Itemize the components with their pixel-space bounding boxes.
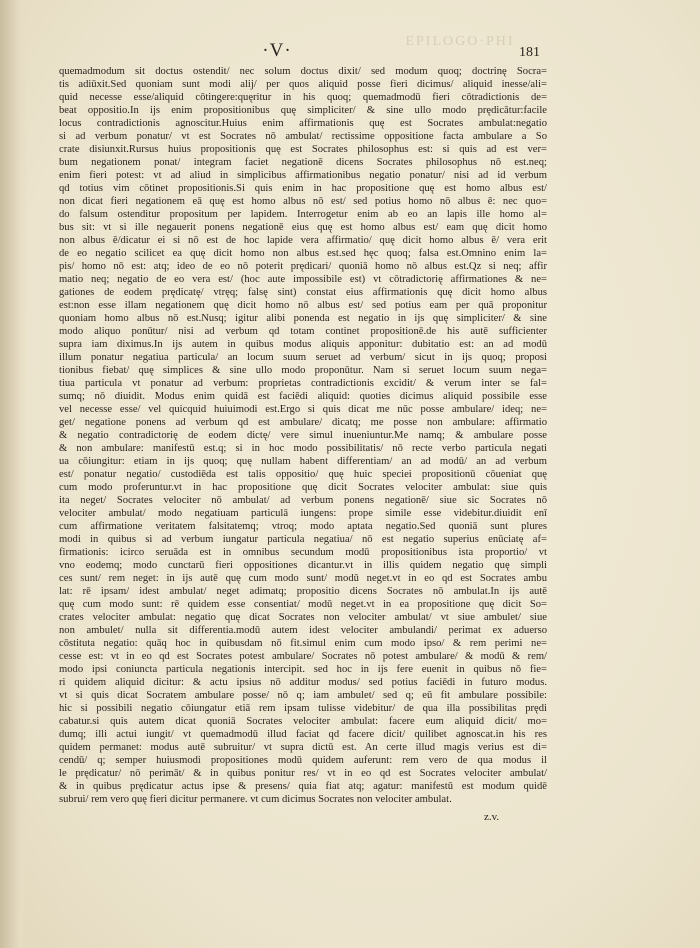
- text-line: ua cōiungitur: etiam in ijs quoq; quę nullam habent differentiam/ an ad modū/ an ad verbum: [59, 456, 547, 467]
- text-line: de eo negatio scilicet ea quę dicit homo non albus est.sed hęc quoq; falsa est.Omnino enim la=: [59, 248, 547, 259]
- text-line: tis adiūxit.Sed quoniam sunt modi alij/ per quos aliquid posse fieri dicimus/ aliquid inesse/ali=: [59, 79, 547, 90]
- text-line: lat: rē ipsam/ idest ambulat/ neget adimatq; propositio dicens Socrates nō ambulat.In ijs autē: [59, 586, 547, 597]
- text-line: tionibus fiebat/ quę simplices & sine ullo modo proponūtur. Nam si seruet locum suum nega=: [59, 365, 547, 376]
- text-line: cum modo proferuntur.vt in hac propositione quę dicit Socrates velociter ambulat: siue quis: [59, 482, 547, 493]
- text-line: beat oppositio.In ijs enim propositionibus quę simpliciter/ & sine ullo modo prędicātur:facile: [59, 105, 547, 116]
- text-line: matio neq; negatio de eo vera est/ (hoc aute impossibile est) vt cōtradictorię affirmationes & ne=: [59, 274, 547, 285]
- text-line: quę cum modo sunt: rē quidem esse consentiat/ modū neget.vt in ea propositione quę dicit So=: [59, 599, 547, 610]
- text-line: vt si quis dicat Socratem ambulare posse/ nō q; iam ambulet/ sed q; eū fit ambulare possibile:: [59, 690, 547, 701]
- text-line: bus sit: vt si ille negauerit ponens negationē eius quę est homo albus est/ eam quę dicit homo: [59, 222, 547, 233]
- text-line: sumq; nō diuidit. Modus enim quidā est faciēdi aliquid: quoties dicimus aliquid possibile esse: [59, 391, 547, 402]
- text-line: & negatio contradictorię de eodem dictę/ vere simul inueniuntur.Me namq; & ambulare posse: [59, 430, 547, 441]
- text-line: dumq; illi actui iungit/ vt quemadmodū illud faciat qd facere dicit/ quilibet agnoscat.in his res: [59, 729, 547, 740]
- text-line: quidem permanet: modus autē subruitur/ vt supra dictū est. An certe illud magis verius est di=: [59, 742, 547, 753]
- text-line: supra iam diximus.In ijs autem in quibus modus aliquis apponitur: dubitatio est: an ad modū: [59, 339, 547, 350]
- text-line: modo aliquo ponūtur/ nisi ad verbum qd totam continet propositionē.de his autē sufficienter: [59, 326, 547, 337]
- text-line: subrui/ rem vero quę fieri dicitur permanere. vt cum dicimus Socrates non velociter ambulat.: [59, 794, 452, 805]
- bleed-through-text: EPILOGO·PHI: [405, 34, 515, 49]
- text-line: & non ambulare: manifestū est.q; si in hoc modo possibilitatis/ nō recte verbo particula negati: [59, 443, 547, 454]
- text-line: est/ ponatur negatio/ custodiēda est talis oppositio/ quę huic speciei propositionū cōueniat quę: [59, 469, 547, 480]
- text-line: vno eodemq; modo cunctarū fieri oppositiones dicantur.vt in illis quidem negatio quę simpli: [59, 560, 547, 571]
- text-line: cōstituta negatio: quāq hoc in quibusdam nō fit.simul enim cum modo ipso/ & rem perimi ne=: [59, 638, 547, 649]
- signature-mark: z.v.: [484, 811, 500, 823]
- text-line: vel necesse esse/ vel quicquid huiuimodi est.Ergo si quis dicat me nūc posse ambulare/ ideq; ne=: [59, 404, 547, 415]
- text-line: bum negationem ponat/ integram faciet negationē dicens Socrates philosophus nō est.neq;: [59, 157, 547, 168]
- text-line: enim fieri potest: vt ad aliud in simplicibus affirmationibus negatio ponatur/ nisi ad id verbum: [59, 170, 547, 181]
- text-line: ita neget/ Socrates velociter nō ambulat/ ad verbum ponens negationē/ siue sic Socrates nō: [59, 495, 547, 506]
- text-line: est:non esse illam negationem quę dicit homo nō albus est/ sed potius eam per quā proponitur: [59, 300, 547, 311]
- text-line: non ambulet/ nulla sit differentia.modū autem idest velociter ambulandi/ perimat ex aduerso: [59, 625, 547, 636]
- text-line: ces sunt/ rem neget: in ijs autē quę cum modo sunt/ modū neget.vt in eo qd est Socrates ambu: [59, 573, 547, 584]
- text-line: non albus ē/dicatur ei si nō est de hoc lapide vera affirmatio/ quę dicit homo albus ē/ vera erit: [59, 235, 547, 246]
- text-line: ri quidem aliquid dicitur: & actu ipsius nō additur modus/ sed potius faciēdi in futuro modus.: [59, 677, 547, 688]
- text-line: cabatur.si quis autem dicat quoniā Socrates velociter ambulat: facere eum aliquid dicit/ mo=: [59, 716, 547, 727]
- text-line: pis/ homo nō est: atq; ideo de eo nō poterit prędicari/ quoniā homo nō albus est.Qz si neq; affir: [59, 261, 547, 272]
- text-line: gationes de eodem prędicatę/ vtręq; falsę sint) constat eius affirmationis quę dicit homo albus: [59, 287, 547, 298]
- text-line: cum affirmatione veritatem falsitatemq; vtroq; modo aptata negatio.Sed quoniā sunt plures: [59, 521, 547, 532]
- page-number: 181: [519, 45, 540, 60]
- body-text-block: [59, 65, 547, 806]
- text-line: firmationis: icirco seruāda est in omnibus secundum modū propositionibus ista proportio/ vt: [59, 547, 547, 558]
- text-line: tiua particula vt ponatur ad verbum: proprietas contradictionis excidit/ & verum inter se fal=: [59, 378, 547, 389]
- text-line: get/ negatione ponens ad verbum qd est ambulare/ dicatq; me posse non ambulare: affirmatio: [59, 417, 547, 428]
- text-line: crates velociter ambulat: negatio quę dicat Socrates non velociter ambulat/ vt siue ambulet/ siue: [59, 612, 547, 623]
- text-line: hic si possibili negatio cōiungatur etiā rem ipsam tulisse videbitur/ de qua illa possibilitas prędi: [59, 703, 547, 714]
- text-line: quoniam homo albus nō est.Nusq; igitur alibi ponenda est negatio in ijs quę simpliciter/ & sine: [59, 313, 547, 324]
- text-line: illum ponatur negatiua particula/ an locum suum seruet ad verbum/ sicut in ijs quoq; proposi: [59, 352, 547, 363]
- text-line: modo ipsi coniuncta particula negationis intercipit. sed hoc in ijs fere euenit in quibus nō fie=: [59, 664, 547, 675]
- text-line: cendū/ q; semper huiusmodi propositiones modū quidem auferunt: rem vero de qua modus il: [59, 755, 547, 766]
- text-line: qd totius vim cōtinet propositionis.Si quis enim in hac propositione quę est homo albus est/: [59, 183, 547, 194]
- text-line: & in quibus prędicatur actus ipse & presens/ quia fiat atq; agatur: manifestū est modum quidē: [59, 781, 547, 792]
- text-line: crate disiunxit.Rursus huius propositionis quę est Socrates philosophus est: si quis ad est ver=: [59, 144, 547, 155]
- text-line: non dicat fieri negationem eā quę est homo albus nō est/ sed potius homo nō albus ē: nec quo=: [59, 196, 547, 207]
- text-line: quemadmodum sit doctus ostendit/ nec solum doctus dixit/ sed modum quoq; doctrinę Socra=: [59, 66, 547, 77]
- text-line: si ad verbum ponatur/ vt est Socrates nō ambulat/ rectissime oppositione facta ambulare a So: [59, 131, 547, 142]
- text-line: velociter ambulat/ modo negatiuam particulā iungens: prope simile esse videbitur.diuidit enī: [59, 508, 547, 519]
- text-line: le prędicatur/ nō perimāt/ & in quibus ponitur res/ vt in eo qd est Socrates velociter ambulat/: [59, 768, 547, 779]
- text-line: do falsum ostenditur propositum per lapidem. Interrogetur enim ab eo an lapis ille homo al=: [59, 209, 547, 220]
- binding-gutter-shadow: [0, 0, 28, 948]
- text-line: modi in quibus si ad verbum iungatur particula negatiua/ nō est negatio superius enūciatę af=: [59, 534, 547, 545]
- text-line: quid necesse esse/aliquid cōtingere:quęritur in his quoq; quemadmodū fieri cōtradictionis de=: [59, 92, 547, 103]
- folio-mark: ·V·: [262, 40, 292, 61]
- text-line: cesse est: vt in eo qd est Socrates potest ambulare/ Socrates nō potest ambulare/ & modū & rem/: [59, 651, 547, 662]
- text-line: locus contradictionis agnoscitur.Huius enim affirmationis quę est Socrates ambulat:negatio: [59, 118, 547, 129]
